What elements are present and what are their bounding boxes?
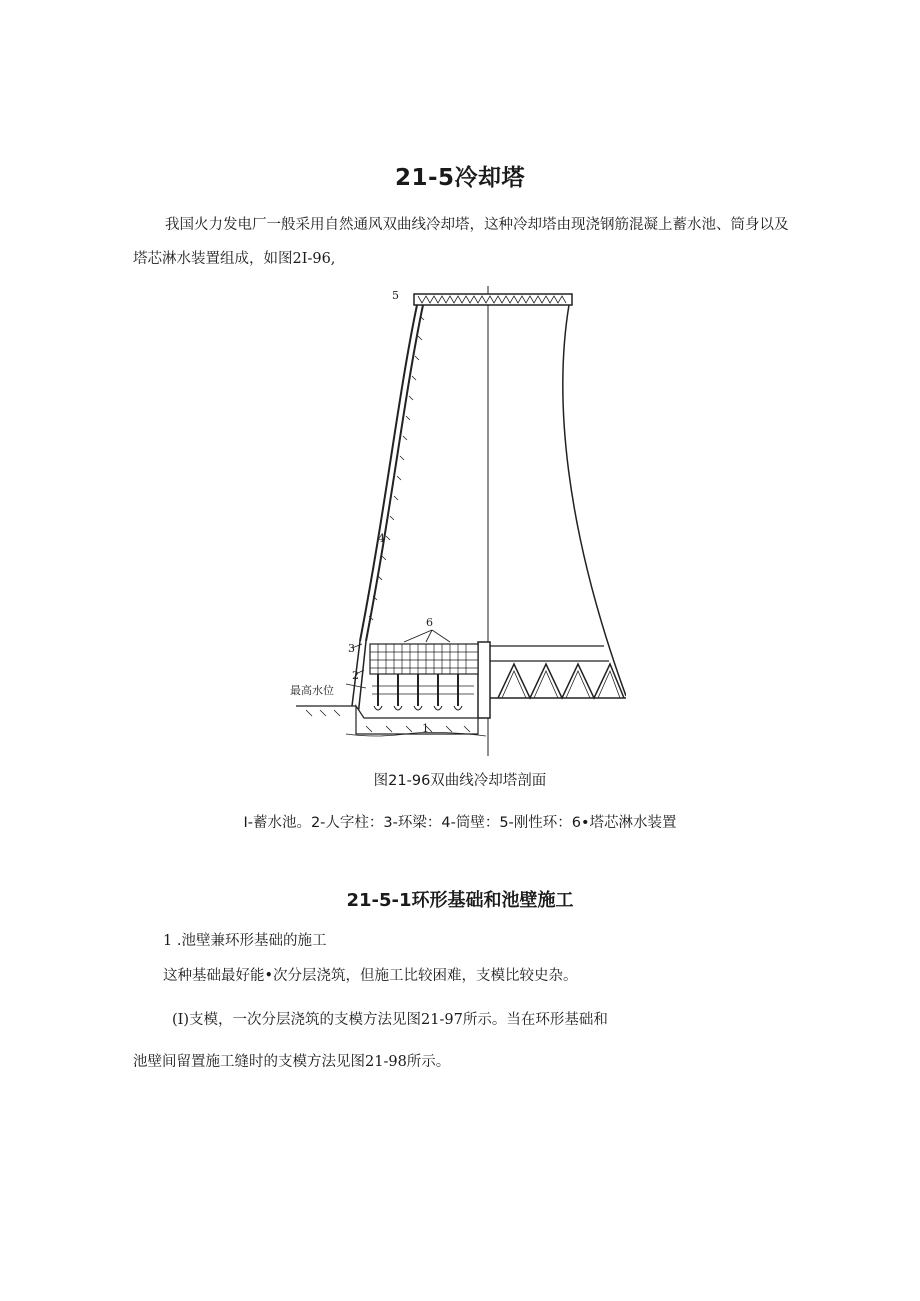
intro-paragraph: 我国火力发电厂一般采用自然通风双曲线冷却塔，这种冷却塔由现浇钢筋混凝上蓄水池、筒身以及塔芯淋水装置组成，如图2I-96, bbox=[133, 217, 789, 267]
label-4: 4 bbox=[378, 532, 385, 545]
pool-wall bbox=[478, 642, 490, 718]
section-title: 21-5-1环形基础和池壁施工 bbox=[346, 889, 574, 911]
reservoir-foundation bbox=[296, 706, 478, 734]
paragraph-3: (I)支模，一次分层浇筑的支模方法见图21-97所示。当在环形基础和 bbox=[172, 1012, 608, 1028]
shell-wall-left-outer bbox=[360, 305, 417, 641]
shell-wall-right bbox=[563, 305, 626, 696]
water-level-label: 最高水位 bbox=[290, 684, 334, 697]
label-6: 6 bbox=[426, 616, 433, 629]
cooling-tower-drawing bbox=[286, 286, 626, 762]
page-title: 21-5冷却塔 bbox=[394, 165, 526, 192]
shower-fill-units bbox=[370, 644, 478, 710]
label-5: 5 bbox=[392, 289, 399, 302]
figure-legend: I-蓄水池。2-人字柱：3-环梁：4-筒壁：5-刚性环：6•塔芯淋水装置 bbox=[243, 815, 677, 831]
paragraph-4: 池壁间留置施工缝时的支模方法见图21-98所示。 bbox=[133, 1054, 451, 1070]
cooling-tower-section-figure bbox=[286, 286, 626, 762]
label-1: 1 bbox=[422, 722, 429, 735]
herringbone-columns bbox=[498, 664, 624, 698]
label-2: 2 bbox=[352, 669, 359, 682]
paragraph-1: 1 .池壁兼环形基础的施工 bbox=[163, 933, 327, 949]
label-3: 3 bbox=[348, 642, 355, 655]
paragraph-2: 这种基础最好能•次分层浇筑，但施工比较困难，支模比较史杂。 bbox=[163, 968, 578, 984]
shell-wall-left-inner bbox=[366, 305, 423, 641]
figure-caption: 图21-96双曲线冷却塔剖面 bbox=[373, 773, 547, 789]
